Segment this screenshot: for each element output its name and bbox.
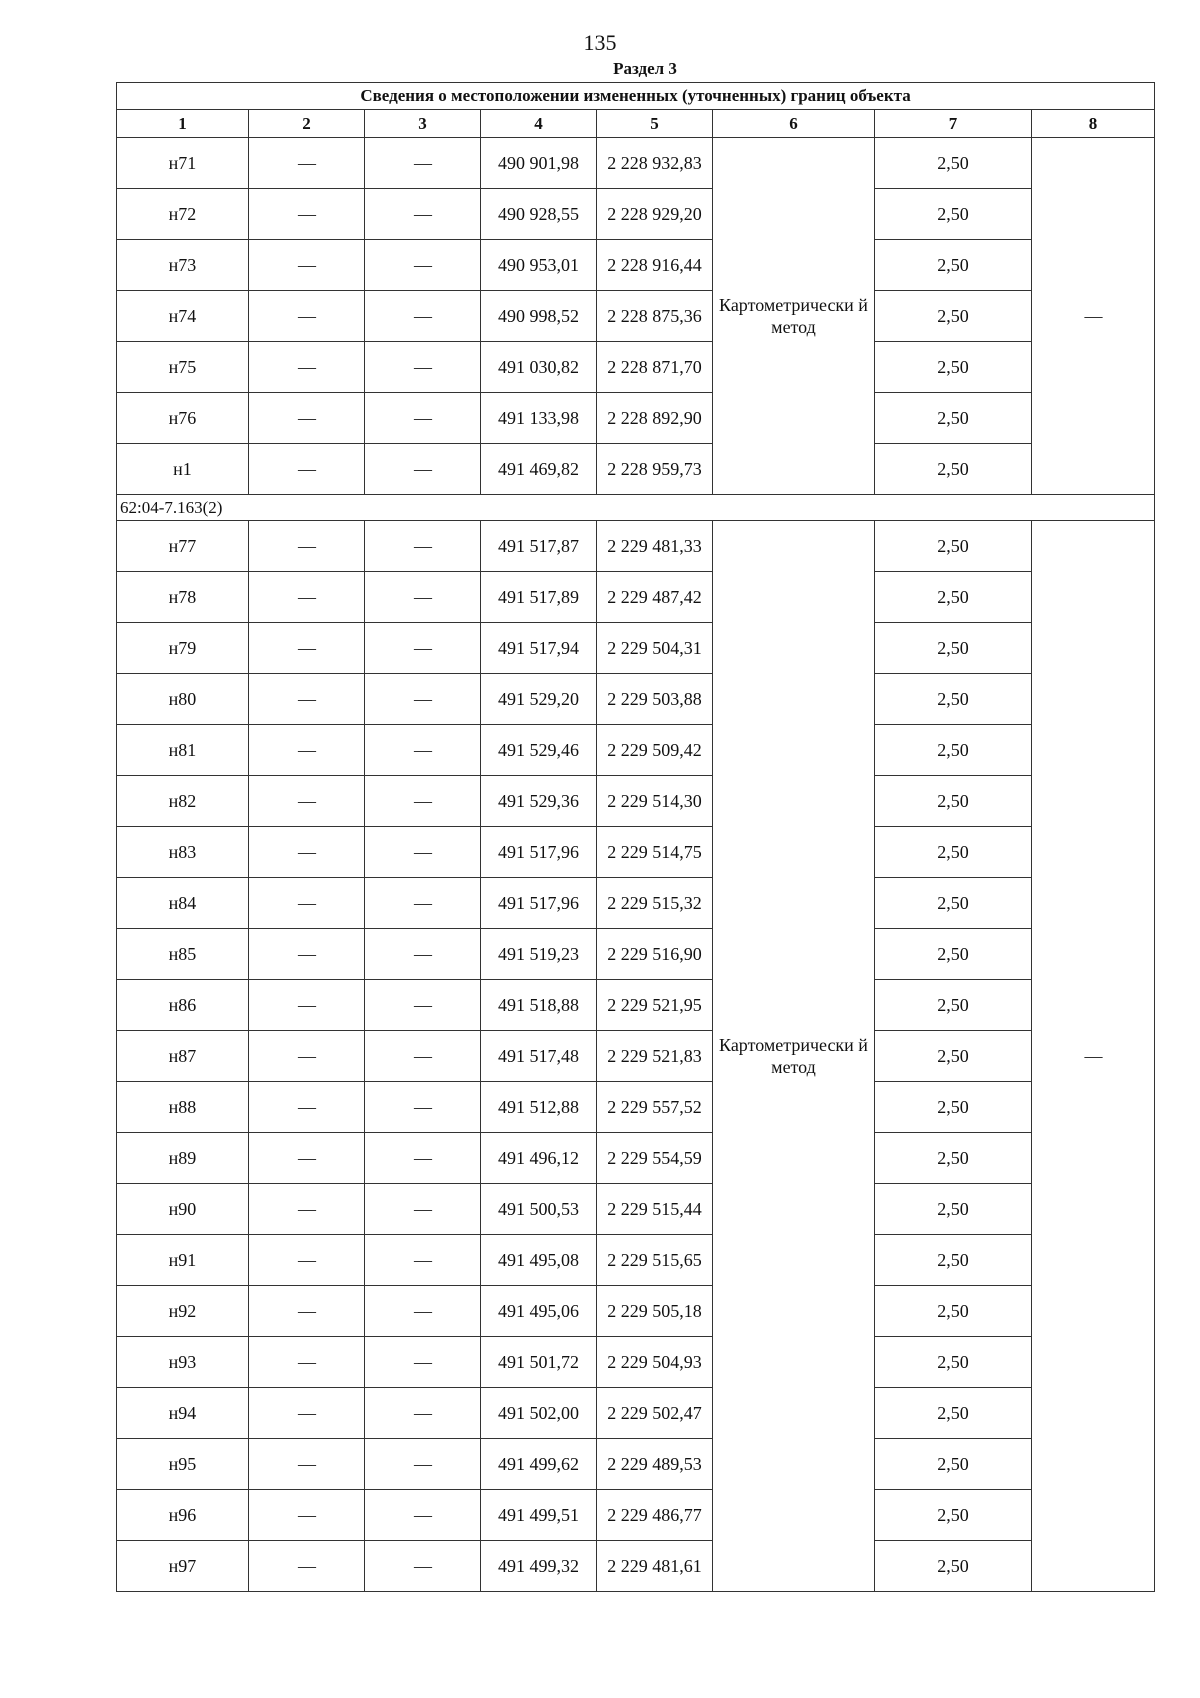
column-number: 8 — [1032, 110, 1155, 138]
point-name-cell: н86 — [117, 980, 249, 1031]
x-coordinate-cell: 491 495,08 — [481, 1235, 597, 1286]
table-row — [117, 1031, 1155, 1082]
column-2-cell: — — [249, 776, 365, 827]
column-8-cell: — — [1032, 521, 1155, 1592]
accuracy-cell: 2,50 — [875, 189, 1032, 240]
table-row — [117, 444, 1155, 495]
column-number: 7 — [875, 110, 1032, 138]
column-3-cell: — — [365, 1184, 481, 1235]
table-row — [117, 1184, 1155, 1235]
y-coordinate-cell: 2 229 554,59 — [597, 1133, 713, 1184]
table-row — [117, 189, 1155, 240]
point-name-cell: н97 — [117, 1541, 249, 1592]
y-coordinate-cell: 2 229 515,44 — [597, 1184, 713, 1235]
column-3-cell: — — [365, 1031, 481, 1082]
table-row — [117, 393, 1155, 444]
column-number: 1 — [117, 110, 249, 138]
point-name-cell: н76 — [117, 393, 249, 444]
point-name-cell: н90 — [117, 1184, 249, 1235]
point-name-cell: н75 — [117, 342, 249, 393]
point-name-cell: н84 — [117, 878, 249, 929]
column-3-cell: — — [365, 291, 481, 342]
accuracy-cell: 2,50 — [875, 572, 1032, 623]
table-caption: Сведения о местоположении измененных (уточненных) границ объекта — [117, 83, 1155, 110]
point-name-cell: н77 — [117, 521, 249, 572]
table-row — [117, 827, 1155, 878]
y-coordinate-cell: 2 229 504,93 — [597, 1337, 713, 1388]
x-coordinate-cell: 491 517,89 — [481, 572, 597, 623]
point-name-cell: н87 — [117, 1031, 249, 1082]
column-3-cell: — — [365, 393, 481, 444]
accuracy-cell: 2,50 — [875, 776, 1032, 827]
column-2-cell: — — [249, 138, 365, 189]
column-2-cell: — — [249, 929, 365, 980]
table-row — [117, 1286, 1155, 1337]
section-title: Раздел 3 — [613, 59, 677, 78]
column-3-cell: — — [365, 776, 481, 827]
accuracy-cell: 2,50 — [875, 1286, 1032, 1337]
y-coordinate-cell: 2 229 502,47 — [597, 1388, 713, 1439]
x-coordinate-cell: 491 502,00 — [481, 1388, 597, 1439]
y-coordinate-cell: 2 228 892,90 — [597, 393, 713, 444]
y-coordinate-cell: 2 228 932,83 — [597, 138, 713, 189]
method-cell: Картометрически й метод — [713, 521, 875, 1592]
table-row — [117, 1541, 1155, 1592]
column-3-cell: — — [365, 980, 481, 1031]
table-row — [117, 521, 1155, 572]
y-coordinate-cell: 2 229 521,83 — [597, 1031, 713, 1082]
point-name-cell: н85 — [117, 929, 249, 980]
accuracy-cell: 2,50 — [875, 623, 1032, 674]
column-2-cell: — — [249, 240, 365, 291]
column-2-cell: — — [249, 1286, 365, 1337]
table-row — [117, 342, 1155, 393]
column-2-cell: — — [249, 1184, 365, 1235]
y-coordinate-cell: 2 229 481,33 — [597, 521, 713, 572]
x-coordinate-cell: 491 501,72 — [481, 1337, 597, 1388]
accuracy-cell: 2,50 — [875, 1184, 1032, 1235]
column-number: 4 — [481, 110, 597, 138]
accuracy-cell: 2,50 — [875, 725, 1032, 776]
x-coordinate-cell: 490 953,01 — [481, 240, 597, 291]
column-2-cell: — — [249, 827, 365, 878]
column-3-cell: — — [365, 521, 481, 572]
x-coordinate-cell: 491 517,87 — [481, 521, 597, 572]
x-coordinate-cell: 491 499,51 — [481, 1490, 597, 1541]
point-name-cell: н74 — [117, 291, 249, 342]
boundary-table — [116, 82, 1155, 1592]
column-3-cell: — — [365, 1490, 481, 1541]
column-3-cell: — — [365, 189, 481, 240]
accuracy-cell: 2,50 — [875, 342, 1032, 393]
accuracy-cell: 2,50 — [875, 521, 1032, 572]
column-2-cell: — — [249, 521, 365, 572]
accuracy-cell: 2,50 — [875, 929, 1032, 980]
table-row — [117, 980, 1155, 1031]
column-2-cell: — — [249, 725, 365, 776]
y-coordinate-cell: 2 229 489,53 — [597, 1439, 713, 1490]
point-name-cell: н92 — [117, 1286, 249, 1337]
column-3-cell: — — [365, 929, 481, 980]
column-2-cell: — — [249, 1337, 365, 1388]
column-number: 2 — [249, 110, 365, 138]
column-3-cell: — — [365, 1541, 481, 1592]
column-8-cell: — — [1032, 138, 1155, 495]
y-coordinate-cell: 2 228 959,73 — [597, 444, 713, 495]
table-row — [117, 1388, 1155, 1439]
column-3-cell: — — [365, 572, 481, 623]
table-row — [117, 572, 1155, 623]
point-name-cell: н78 — [117, 572, 249, 623]
column-3-cell: — — [365, 674, 481, 725]
table-row — [117, 291, 1155, 342]
column-3-cell: — — [365, 1133, 481, 1184]
y-coordinate-cell: 2 228 929,20 — [597, 189, 713, 240]
group-label: 62:04-7.163(2) — [117, 495, 1155, 521]
column-2-cell: — — [249, 291, 365, 342]
accuracy-cell: 2,50 — [875, 827, 1032, 878]
table-row — [117, 878, 1155, 929]
x-coordinate-cell: 491 030,82 — [481, 342, 597, 393]
column-2-cell: — — [249, 1082, 365, 1133]
accuracy-cell: 2,50 — [875, 1133, 1032, 1184]
method-cell: Картометрически й метод — [713, 138, 875, 495]
point-name-cell: н93 — [117, 1337, 249, 1388]
table-row — [117, 623, 1155, 674]
x-coordinate-cell: 491 529,46 — [481, 725, 597, 776]
point-name-cell: н72 — [117, 189, 249, 240]
table-row — [117, 1490, 1155, 1541]
page-number: 135 — [583, 30, 617, 55]
point-name-cell: н96 — [117, 1490, 249, 1541]
x-coordinate-cell: 491 496,12 — [481, 1133, 597, 1184]
column-3-cell: — — [365, 1337, 481, 1388]
table-row — [117, 1235, 1155, 1286]
accuracy-cell: 2,50 — [875, 1388, 1032, 1439]
y-coordinate-cell: 2 228 875,36 — [597, 291, 713, 342]
accuracy-cell: 2,50 — [875, 1337, 1032, 1388]
column-2-cell: — — [249, 980, 365, 1031]
column-2-cell: — — [249, 572, 365, 623]
x-coordinate-cell: 491 499,32 — [481, 1541, 597, 1592]
y-coordinate-cell: 2 229 486,77 — [597, 1490, 713, 1541]
column-2-cell: — — [249, 393, 365, 444]
y-coordinate-cell: 2 229 503,88 — [597, 674, 713, 725]
column-number: 3 — [365, 110, 481, 138]
accuracy-cell: 2,50 — [875, 878, 1032, 929]
column-3-cell: — — [365, 623, 481, 674]
table-row — [117, 1133, 1155, 1184]
accuracy-cell: 2,50 — [875, 1031, 1032, 1082]
column-2-cell: — — [249, 1490, 365, 1541]
accuracy-cell: 2,50 — [875, 980, 1032, 1031]
point-name-cell: н91 — [117, 1235, 249, 1286]
x-coordinate-cell: 491 500,53 — [481, 1184, 597, 1235]
column-2-cell: — — [249, 189, 365, 240]
x-coordinate-cell: 491 529,36 — [481, 776, 597, 827]
table-caption-row — [117, 83, 1155, 110]
table-row — [117, 776, 1155, 827]
x-coordinate-cell: 491 133,98 — [481, 393, 597, 444]
column-2-cell: — — [249, 1541, 365, 1592]
x-coordinate-cell: 490 928,55 — [481, 189, 597, 240]
column-number: 5 — [597, 110, 713, 138]
x-coordinate-cell: 491 469,82 — [481, 444, 597, 495]
x-coordinate-cell: 490 901,98 — [481, 138, 597, 189]
y-coordinate-cell: 2 229 487,42 — [597, 572, 713, 623]
y-coordinate-cell: 2 228 871,70 — [597, 342, 713, 393]
table-row — [117, 674, 1155, 725]
y-coordinate-cell: 2 228 916,44 — [597, 240, 713, 291]
accuracy-cell: 2,50 — [875, 1439, 1032, 1490]
y-coordinate-cell: 2 229 521,95 — [597, 980, 713, 1031]
x-coordinate-cell: 490 998,52 — [481, 291, 597, 342]
y-coordinate-cell: 2 229 557,52 — [597, 1082, 713, 1133]
point-name-cell: н89 — [117, 1133, 249, 1184]
point-name-cell: н1 — [117, 444, 249, 495]
table-row — [117, 1082, 1155, 1133]
point-name-cell: н82 — [117, 776, 249, 827]
x-coordinate-cell: 491 519,23 — [481, 929, 597, 980]
x-coordinate-cell: 491 499,62 — [481, 1439, 597, 1490]
y-coordinate-cell: 2 229 505,18 — [597, 1286, 713, 1337]
accuracy-cell: 2,50 — [875, 240, 1032, 291]
table-row — [117, 1337, 1155, 1388]
point-name-cell: н83 — [117, 827, 249, 878]
point-name-cell: н95 — [117, 1439, 249, 1490]
column-number: 6 — [713, 110, 875, 138]
y-coordinate-cell: 2 229 514,30 — [597, 776, 713, 827]
y-coordinate-cell: 2 229 509,42 — [597, 725, 713, 776]
point-name-cell: н94 — [117, 1388, 249, 1439]
column-3-cell: — — [365, 138, 481, 189]
column-2-cell: — — [249, 1031, 365, 1082]
x-coordinate-cell: 491 517,48 — [481, 1031, 597, 1082]
x-coordinate-cell: 491 517,96 — [481, 827, 597, 878]
table-row — [117, 1439, 1155, 1490]
point-name-cell: н80 — [117, 674, 249, 725]
table-body — [117, 83, 1155, 1592]
y-coordinate-cell: 2 229 515,65 — [597, 1235, 713, 1286]
point-name-cell: н71 — [117, 138, 249, 189]
group-label-row — [117, 495, 1155, 521]
accuracy-cell: 2,50 — [875, 138, 1032, 189]
column-3-cell: — — [365, 725, 481, 776]
column-2-cell: — — [249, 444, 365, 495]
accuracy-cell: 2,50 — [875, 1235, 1032, 1286]
y-coordinate-cell: 2 229 516,90 — [597, 929, 713, 980]
table-row — [117, 725, 1155, 776]
y-coordinate-cell: 2 229 515,32 — [597, 878, 713, 929]
column-3-cell: — — [365, 342, 481, 393]
x-coordinate-cell: 491 517,96 — [481, 878, 597, 929]
column-number-row — [117, 110, 1155, 138]
column-2-cell: — — [249, 1439, 365, 1490]
x-coordinate-cell: 491 529,20 — [481, 674, 597, 725]
accuracy-cell: 2,50 — [875, 444, 1032, 495]
column-2-cell: — — [249, 1235, 365, 1286]
column-3-cell: — — [365, 1439, 481, 1490]
point-name-cell: н79 — [117, 623, 249, 674]
column-3-cell: — — [365, 444, 481, 495]
accuracy-cell: 2,50 — [875, 674, 1032, 725]
accuracy-cell: 2,50 — [875, 1490, 1032, 1541]
column-3-cell: — — [365, 1235, 481, 1286]
column-2-cell: — — [249, 1388, 365, 1439]
y-coordinate-cell: 2 229 504,31 — [597, 623, 713, 674]
column-2-cell: — — [249, 878, 365, 929]
column-3-cell: — — [365, 1388, 481, 1439]
accuracy-cell: 2,50 — [875, 393, 1032, 444]
point-name-cell: н88 — [117, 1082, 249, 1133]
column-3-cell: — — [365, 827, 481, 878]
table-row — [117, 138, 1155, 189]
x-coordinate-cell: 491 517,94 — [481, 623, 597, 674]
column-3-cell: — — [365, 240, 481, 291]
column-2-cell: — — [249, 1133, 365, 1184]
column-2-cell: — — [249, 674, 365, 725]
point-name-cell: н73 — [117, 240, 249, 291]
column-2-cell: — — [249, 623, 365, 674]
point-name-cell: н81 — [117, 725, 249, 776]
column-2-cell: — — [249, 342, 365, 393]
y-coordinate-cell: 2 229 514,75 — [597, 827, 713, 878]
column-3-cell: — — [365, 878, 481, 929]
column-3-cell: — — [365, 1286, 481, 1337]
column-3-cell: — — [365, 1082, 481, 1133]
x-coordinate-cell: 491 495,06 — [481, 1286, 597, 1337]
table-row — [117, 240, 1155, 291]
accuracy-cell: 2,50 — [875, 1541, 1032, 1592]
x-coordinate-cell: 491 518,88 — [481, 980, 597, 1031]
y-coordinate-cell: 2 229 481,61 — [597, 1541, 713, 1592]
x-coordinate-cell: 491 512,88 — [481, 1082, 597, 1133]
accuracy-cell: 2,50 — [875, 1082, 1032, 1133]
accuracy-cell: 2,50 — [875, 291, 1032, 342]
table-row — [117, 929, 1155, 980]
